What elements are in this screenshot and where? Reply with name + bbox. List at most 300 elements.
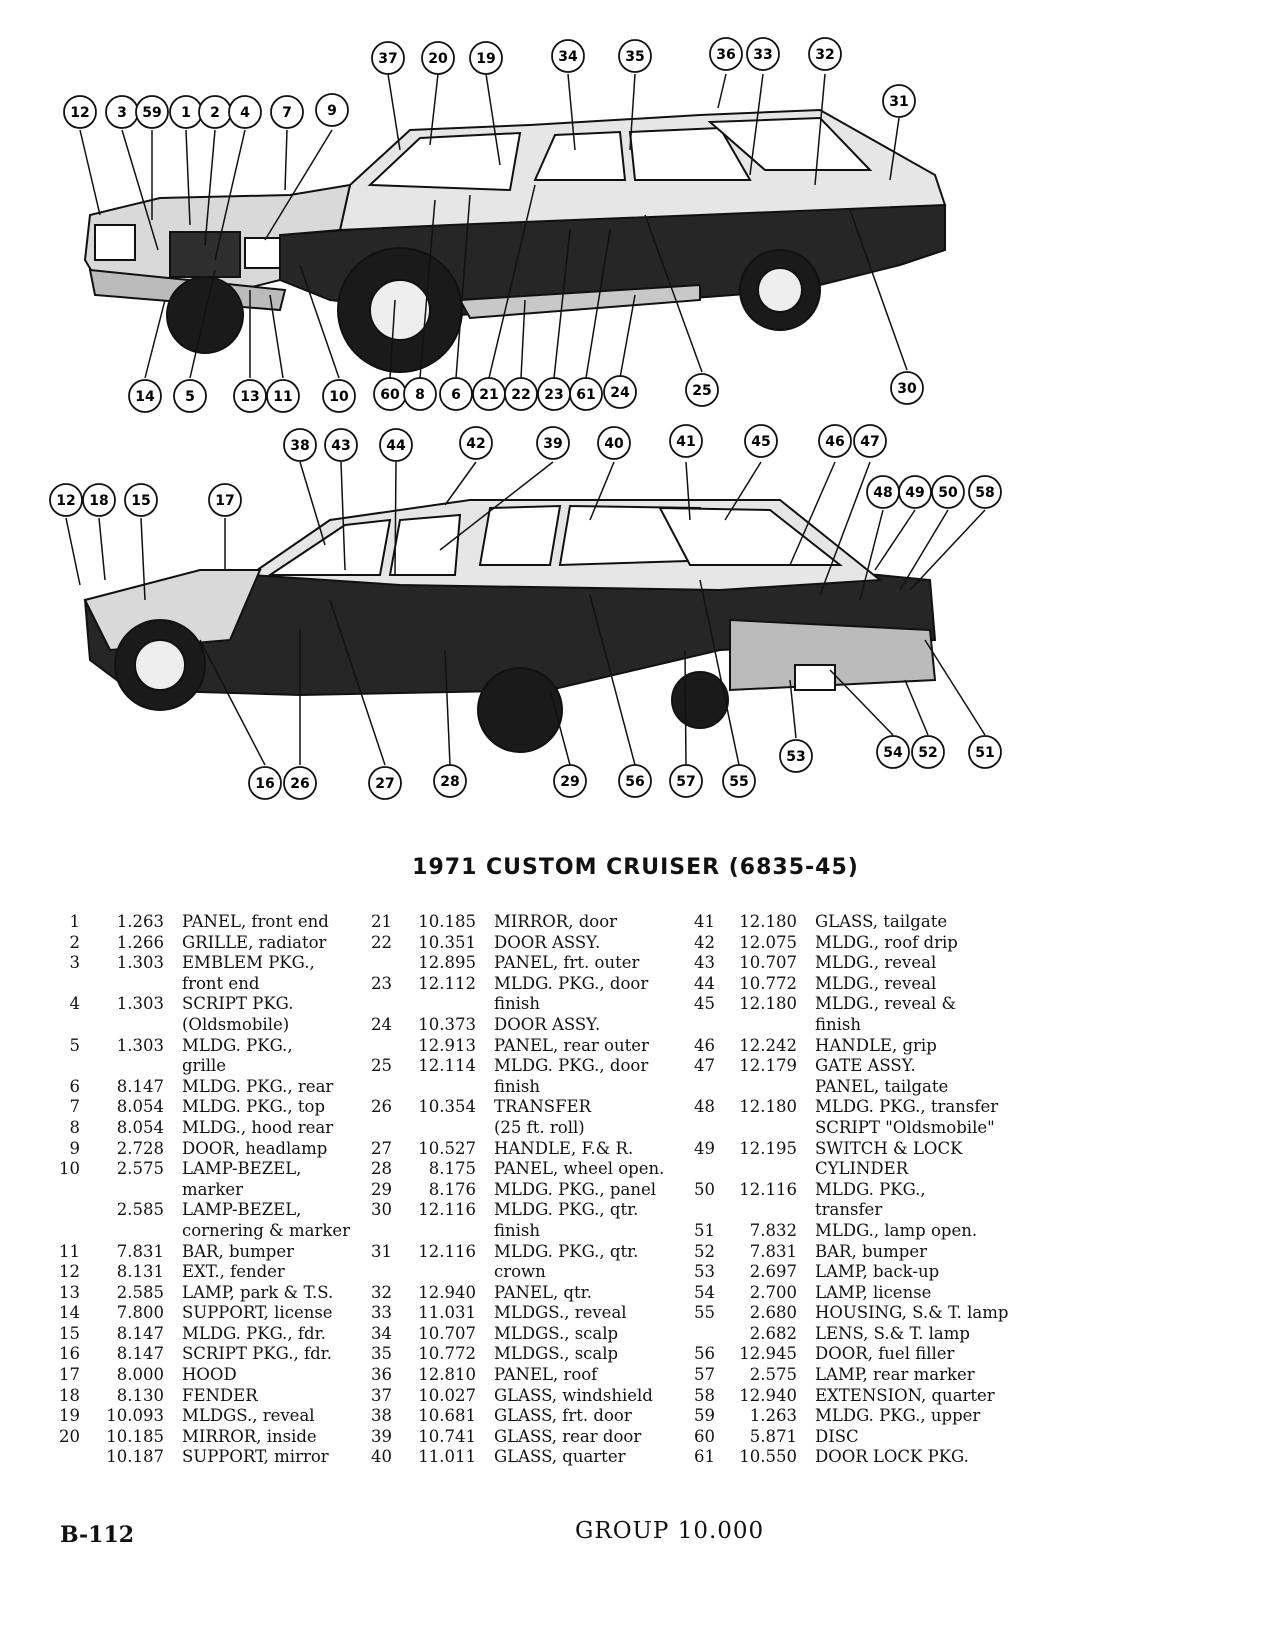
- parts-row: [362, 1159, 664, 1180]
- part-number: 43: [694, 953, 715, 973]
- callout-number: 9: [327, 103, 337, 119]
- parts-row: [362, 1406, 664, 1427]
- part-number: 13: [59, 1282, 80, 1302]
- catalog-code: 12.116: [418, 1200, 476, 1220]
- callout-number: 21: [479, 387, 499, 403]
- callout-number: 42: [466, 436, 486, 452]
- parts-row: [56, 994, 350, 1015]
- callout-number: 46: [825, 434, 845, 450]
- callout-number: 28: [440, 774, 460, 790]
- parts-row: [56, 1097, 350, 1118]
- part-description: LAMP, rear marker: [815, 1365, 975, 1385]
- part-description: finish: [494, 1220, 541, 1240]
- catalog-code: 10.187: [106, 1447, 164, 1467]
- part-number: 59: [694, 1406, 715, 1426]
- callout-bubble: [325, 429, 357, 461]
- catalog-code: 10.707: [739, 953, 797, 973]
- catalog-code: 12.114: [418, 1056, 476, 1076]
- parts-row: [56, 912, 350, 933]
- parts-row: [685, 1427, 1008, 1448]
- catalog-code: 10.185: [418, 912, 476, 931]
- part-description: MLDG., roof drip: [815, 932, 958, 952]
- catalog-code: 8.147: [116, 1076, 164, 1096]
- part-number: 31: [371, 1241, 392, 1261]
- part-number: 56: [694, 1344, 715, 1364]
- parts-row: [362, 1118, 664, 1139]
- part-number: [56, 1447, 80, 1468]
- parts-row: [685, 1056, 1008, 1077]
- part-number: 48: [694, 1097, 715, 1117]
- catalog-code: 12.940: [418, 1282, 476, 1302]
- catalog-code: [80, 1015, 164, 1036]
- part-description: MLDG. PKG.,: [815, 1179, 926, 1199]
- catalog-code: 12.179: [739, 1056, 797, 1076]
- catalog-code: 8.131: [116, 1262, 164, 1282]
- catalog-code: 7.832: [749, 1220, 797, 1240]
- parts-row: [685, 1262, 1008, 1283]
- callout-number: 41: [676, 434, 696, 450]
- part-number: 52: [694, 1241, 715, 1261]
- part-number: [56, 1056, 80, 1077]
- parts-row: [362, 1200, 664, 1221]
- parts-row: [56, 1242, 350, 1263]
- callout-number: 12: [56, 493, 76, 509]
- part-description: MLDG. PKG., upper: [815, 1406, 981, 1426]
- part-description: EXTENSION, quarter: [815, 1385, 995, 1405]
- callout-number: 61: [576, 387, 596, 403]
- part-number: 5: [69, 1035, 80, 1055]
- catalog-code: 2.700: [749, 1282, 797, 1302]
- catalog-code: [715, 1015, 797, 1036]
- catalog-code: 12.075: [739, 932, 797, 952]
- part-description: GLASS, windshield: [494, 1385, 653, 1405]
- parts-row: [362, 994, 664, 1015]
- part-number: 4: [69, 994, 80, 1014]
- part-number: 24: [371, 1014, 392, 1034]
- callout-bubble: [271, 96, 303, 128]
- parts-row: [685, 1406, 1008, 1427]
- callout-bubble: [619, 765, 651, 797]
- part-description: SCRIPT PKG., fdr.: [182, 1344, 332, 1364]
- callout-bubble: [891, 372, 923, 404]
- bottom-car-illustration: [85, 500, 935, 752]
- catalog-code: 10.741: [418, 1426, 476, 1446]
- part-number: 12: [59, 1262, 80, 1282]
- callout-bubble: [136, 96, 168, 128]
- catalog-code: 7.831: [749, 1241, 797, 1261]
- callout-bubble: [604, 376, 636, 408]
- callout-bubble: [209, 484, 241, 516]
- catalog-code: 1.303: [116, 994, 164, 1014]
- part-description: SWITCH & LOCK: [815, 1138, 963, 1158]
- parts-row: [362, 1097, 664, 1118]
- callout-bubble: [686, 374, 718, 406]
- catalog-code: [715, 1118, 797, 1139]
- parts-row: [685, 1365, 1008, 1386]
- callout-bubble: [460, 427, 492, 459]
- callout-bubble: [129, 380, 161, 412]
- catalog-code: 8.054: [116, 1117, 164, 1137]
- part-description: GLASS, quarter: [494, 1447, 626, 1467]
- part-number: 33: [371, 1303, 392, 1323]
- part-description: GRILLE, radiator: [182, 932, 327, 952]
- parts-row: [685, 1180, 1008, 1201]
- part-number: 40: [371, 1447, 392, 1467]
- part-description: transfer: [815, 1200, 883, 1220]
- catalog-code: 10.772: [418, 1344, 476, 1364]
- callout-number: 4: [240, 105, 250, 121]
- parts-row: [362, 1077, 664, 1098]
- part-description: PANEL, roof: [494, 1365, 598, 1385]
- part-description: MIRROR, door: [494, 912, 618, 931]
- catalog-code: 8.147: [116, 1344, 164, 1364]
- catalog-code: 12.895: [418, 953, 476, 973]
- catalog-code: 12.940: [739, 1385, 797, 1405]
- callout-number: 18: [89, 493, 109, 509]
- part-description: LAMP, park & T.S.: [182, 1282, 334, 1302]
- part-description: LAMP-BEZEL,: [182, 1200, 302, 1220]
- part-description: MLDGS., reveal: [494, 1303, 627, 1323]
- part-description: FENDER: [182, 1385, 258, 1405]
- callout-bubble: [404, 378, 436, 410]
- part-description: MLDG. PKG., door: [494, 973, 649, 993]
- parts-row: [685, 1324, 1008, 1345]
- part-number: 50: [694, 1179, 715, 1199]
- callout-number: 12: [70, 105, 90, 121]
- catalog-code: [715, 1077, 797, 1098]
- callout-number: 58: [975, 485, 995, 501]
- part-number: 61: [694, 1447, 715, 1467]
- part-description: MLDG. PKG.,: [182, 1035, 293, 1055]
- catalog-code: 1.303: [116, 1035, 164, 1055]
- callout-bubble: [50, 484, 82, 516]
- parts-row: [685, 1283, 1008, 1304]
- catalog-code: [392, 994, 476, 1015]
- part-description: BAR, bumper: [182, 1241, 295, 1261]
- parts-row: [685, 1118, 1008, 1139]
- part-description: MLDG. PKG., qtr.: [494, 1241, 639, 1261]
- part-description: (Oldsmobile): [182, 1014, 290, 1034]
- parts-row: [362, 953, 664, 974]
- callout-number: 16: [255, 776, 275, 792]
- callout-bubble: [780, 740, 812, 772]
- callout-bubble: [106, 96, 138, 128]
- callout-number: 49: [905, 485, 925, 501]
- callout-number: 27: [375, 776, 395, 792]
- part-number: [362, 994, 392, 1015]
- part-description: TRANSFER: [494, 1097, 592, 1117]
- parts-row: [56, 1118, 350, 1139]
- callout-bubble: [174, 380, 206, 412]
- catalog-code: [715, 1159, 797, 1180]
- callout-number: 11: [273, 389, 293, 405]
- callout-bubble: [374, 378, 406, 410]
- callout-bubble: [470, 42, 502, 74]
- catalog-code: 10.550: [739, 1447, 797, 1467]
- parts-row: [56, 1406, 350, 1427]
- part-description: SUPPORT, license: [182, 1303, 333, 1323]
- callout-number: 33: [753, 47, 773, 63]
- catalog-code: 2.697: [749, 1262, 797, 1282]
- callout-bubble: [473, 378, 505, 410]
- part-number: 36: [371, 1365, 392, 1385]
- parts-column-3: [685, 912, 1008, 1468]
- part-number: [56, 1200, 80, 1221]
- part-number: [56, 974, 80, 995]
- callout-bubble: [710, 38, 742, 70]
- part-number: [56, 1221, 80, 1242]
- callout-bubble: [199, 96, 231, 128]
- callout-number: 20: [428, 51, 448, 67]
- part-number: 21: [371, 912, 392, 931]
- callout-bubble: [537, 427, 569, 459]
- part-description: LENS, S.& T. lamp: [815, 1323, 970, 1343]
- part-number: 29: [371, 1179, 392, 1199]
- parts-row: [362, 1180, 664, 1201]
- catalog-code: 12.116: [739, 1179, 797, 1199]
- callout-number: 13: [240, 389, 260, 405]
- callout-bubble: [598, 427, 630, 459]
- callout-bubble: [912, 736, 944, 768]
- callout-bubble: [809, 38, 841, 70]
- catalog-code: 7.831: [116, 1241, 164, 1261]
- part-description: SUPPORT, mirror: [182, 1447, 329, 1467]
- part-description: MLDG. PKG., transfer: [815, 1097, 999, 1117]
- part-number: 38: [371, 1406, 392, 1426]
- parts-row: [685, 1344, 1008, 1365]
- catalog-code: 8.175: [428, 1159, 476, 1179]
- callout-bubble: [440, 378, 472, 410]
- part-number: 32: [371, 1282, 392, 1302]
- part-description: front end: [182, 973, 260, 993]
- part-number: 26: [371, 1097, 392, 1117]
- callout-number: 51: [975, 745, 995, 761]
- parts-row: [685, 1097, 1008, 1118]
- part-description: CYLINDER: [815, 1159, 909, 1179]
- part-description: PANEL, frt. outer: [494, 953, 640, 973]
- part-number: 46: [694, 1035, 715, 1055]
- part-number: 1: [69, 912, 80, 931]
- parts-row: [362, 1056, 664, 1077]
- parts-row: [56, 1427, 350, 1448]
- parts-row: [56, 1447, 350, 1468]
- callout-number: 36: [716, 47, 736, 63]
- callout-number: 32: [815, 47, 835, 63]
- parts-row: [362, 1283, 664, 1304]
- parts-row: [362, 1262, 664, 1283]
- parts-row: [685, 1447, 1008, 1468]
- parts-row: [56, 1386, 350, 1407]
- callout-number: 6: [451, 387, 461, 403]
- callout-number: 35: [625, 49, 645, 65]
- callout-bubble: [434, 765, 466, 797]
- part-number: 19: [59, 1406, 80, 1426]
- catalog-code: 2.680: [749, 1303, 797, 1323]
- parts-row: [362, 1344, 664, 1365]
- part-description: EXT., fender: [182, 1262, 285, 1282]
- part-number: [56, 1180, 80, 1201]
- callout-bubble: [854, 425, 886, 457]
- callout-bubble: [745, 425, 777, 457]
- catalog-code: 12.112: [418, 973, 476, 993]
- parts-row: [362, 912, 664, 933]
- parts-row: [685, 1077, 1008, 1098]
- part-description: GLASS, rear door: [494, 1426, 642, 1446]
- callout-number: 22: [511, 387, 531, 403]
- callout-number: 50: [938, 485, 958, 501]
- catalog-code: 2.575: [116, 1159, 164, 1179]
- part-description: MIRROR, inside: [182, 1426, 317, 1446]
- parts-row: [56, 1015, 350, 1036]
- callout-number: 17: [215, 493, 235, 509]
- catalog-code: 12.116: [418, 1241, 476, 1261]
- part-description: MLDG., hood rear: [182, 1117, 334, 1137]
- catalog-code: 8.176: [428, 1179, 476, 1199]
- callout-number: 8: [415, 387, 425, 403]
- catalog-code: [392, 1262, 476, 1283]
- part-description: PANEL, front end: [182, 912, 329, 931]
- parts-row: [56, 1283, 350, 1304]
- part-description: finish: [494, 1076, 541, 1096]
- parts-row: [685, 1139, 1008, 1160]
- catalog-code: 8.054: [116, 1097, 164, 1117]
- parts-row: [362, 1365, 664, 1386]
- callout-bubble: [372, 42, 404, 74]
- catalog-code: 2.585: [116, 1282, 164, 1302]
- callout-bubble: [867, 476, 899, 508]
- catalog-code: 2.728: [116, 1138, 164, 1158]
- parts-row: [685, 1200, 1008, 1221]
- callout-number: 29: [560, 774, 580, 790]
- part-number: [685, 1015, 715, 1036]
- part-number: 28: [371, 1159, 392, 1179]
- part-number: [685, 1324, 715, 1345]
- part-number: 49: [694, 1138, 715, 1158]
- callout-number: 23: [544, 387, 564, 403]
- part-description: finish: [494, 994, 541, 1014]
- callout-bubble: [125, 484, 157, 516]
- part-number: 11: [59, 1241, 80, 1261]
- part-number: 23: [371, 973, 392, 993]
- catalog-code: 8.147: [116, 1323, 164, 1343]
- callout-bubble: [284, 767, 316, 799]
- part-description: MLDGS., scalp: [494, 1323, 619, 1343]
- part-number: 60: [694, 1426, 715, 1446]
- parts-row: [685, 912, 1008, 933]
- parts-row: [362, 1303, 664, 1324]
- callout-bubble: [369, 767, 401, 799]
- callout-bubble: [505, 378, 537, 410]
- parts-row: [56, 974, 350, 995]
- callout-number: 3: [117, 105, 127, 121]
- catalog-code: 10.354: [418, 1097, 476, 1117]
- callout-bubble: [932, 476, 964, 508]
- part-number: [685, 1118, 715, 1139]
- parts-row: [685, 933, 1008, 954]
- part-number: 22: [371, 932, 392, 952]
- parts-row: [56, 1200, 350, 1221]
- callout-number: 57: [676, 774, 696, 790]
- part-description: LAMP-BEZEL,: [182, 1159, 302, 1179]
- parts-row: [685, 1159, 1008, 1180]
- parts-row: [362, 1139, 664, 1160]
- callout-number: 15: [131, 493, 151, 509]
- part-description: GATE ASSY.: [815, 1056, 916, 1076]
- callout-bubble: [323, 380, 355, 412]
- callout-bubble: [267, 380, 299, 412]
- part-description: DOOR ASSY.: [494, 932, 601, 952]
- part-description: crown: [494, 1262, 546, 1282]
- part-description: PANEL, rear outer: [494, 1035, 649, 1055]
- callout-bubble: [969, 736, 1001, 768]
- part-description: BAR, bumper: [815, 1241, 928, 1261]
- callout-number: 43: [331, 438, 351, 454]
- callout-bubble: [877, 736, 909, 768]
- callout-number: 44: [386, 438, 406, 454]
- part-description: DOOR ASSY.: [494, 1014, 601, 1034]
- part-description: EMBLEM PKG.,: [182, 953, 315, 973]
- part-number: [56, 1015, 80, 1036]
- parts-row: [362, 933, 664, 954]
- callout-number: 19: [476, 51, 496, 67]
- part-number: [685, 1200, 715, 1221]
- catalog-code: 8.130: [116, 1385, 164, 1405]
- callout-number: 7: [282, 105, 292, 121]
- part-description: GLASS, tailgate: [815, 912, 948, 931]
- callout-number: 38: [290, 438, 310, 454]
- part-number: 44: [694, 973, 715, 993]
- callout-number: 31: [889, 94, 909, 110]
- parts-row: [362, 1242, 664, 1263]
- callout-bubble: [670, 765, 702, 797]
- part-number: 20: [59, 1426, 80, 1446]
- callout-bubble: [969, 476, 1001, 508]
- part-number: 15: [59, 1323, 80, 1343]
- callout-bubble: [747, 38, 779, 70]
- part-description: DOOR, fuel filler: [815, 1344, 955, 1364]
- part-number: 53: [694, 1262, 715, 1282]
- part-number: 34: [371, 1323, 392, 1343]
- callout-number: 52: [918, 745, 938, 761]
- part-number: 39: [371, 1426, 392, 1446]
- parts-row: [685, 1303, 1008, 1324]
- group-label: GROUP 10.000: [575, 1518, 765, 1544]
- part-description: MLDG., reveal: [815, 953, 937, 973]
- part-description: HANDLE, F.& R.: [494, 1138, 634, 1158]
- catalog-code: 1.263: [116, 912, 164, 931]
- part-description: LAMP, back-up: [815, 1262, 940, 1282]
- catalog-code: 1.266: [116, 932, 164, 952]
- callout-number: 24: [610, 385, 630, 401]
- catalog-code: 12.913: [418, 1035, 476, 1055]
- parts-row: [362, 1324, 664, 1345]
- part-description: MLDG. PKG., panel: [494, 1179, 656, 1199]
- part-description: SCRIPT "Oldsmobile": [815, 1117, 995, 1137]
- catalog-code: 10.681: [418, 1406, 476, 1426]
- callout-number: 1: [181, 105, 191, 121]
- part-description: DOOR LOCK PKG.: [815, 1447, 969, 1467]
- catalog-code: 12.180: [739, 912, 797, 931]
- part-number: 3: [69, 953, 80, 973]
- callout-number: 25: [692, 383, 712, 399]
- part-number: 9: [69, 1138, 80, 1158]
- parts-row: [56, 1262, 350, 1283]
- callout-bubble: [234, 380, 266, 412]
- callout-bubble: [883, 85, 915, 117]
- callout-number: 14: [135, 389, 155, 405]
- callout-number: 47: [860, 434, 880, 450]
- part-number: 51: [694, 1220, 715, 1240]
